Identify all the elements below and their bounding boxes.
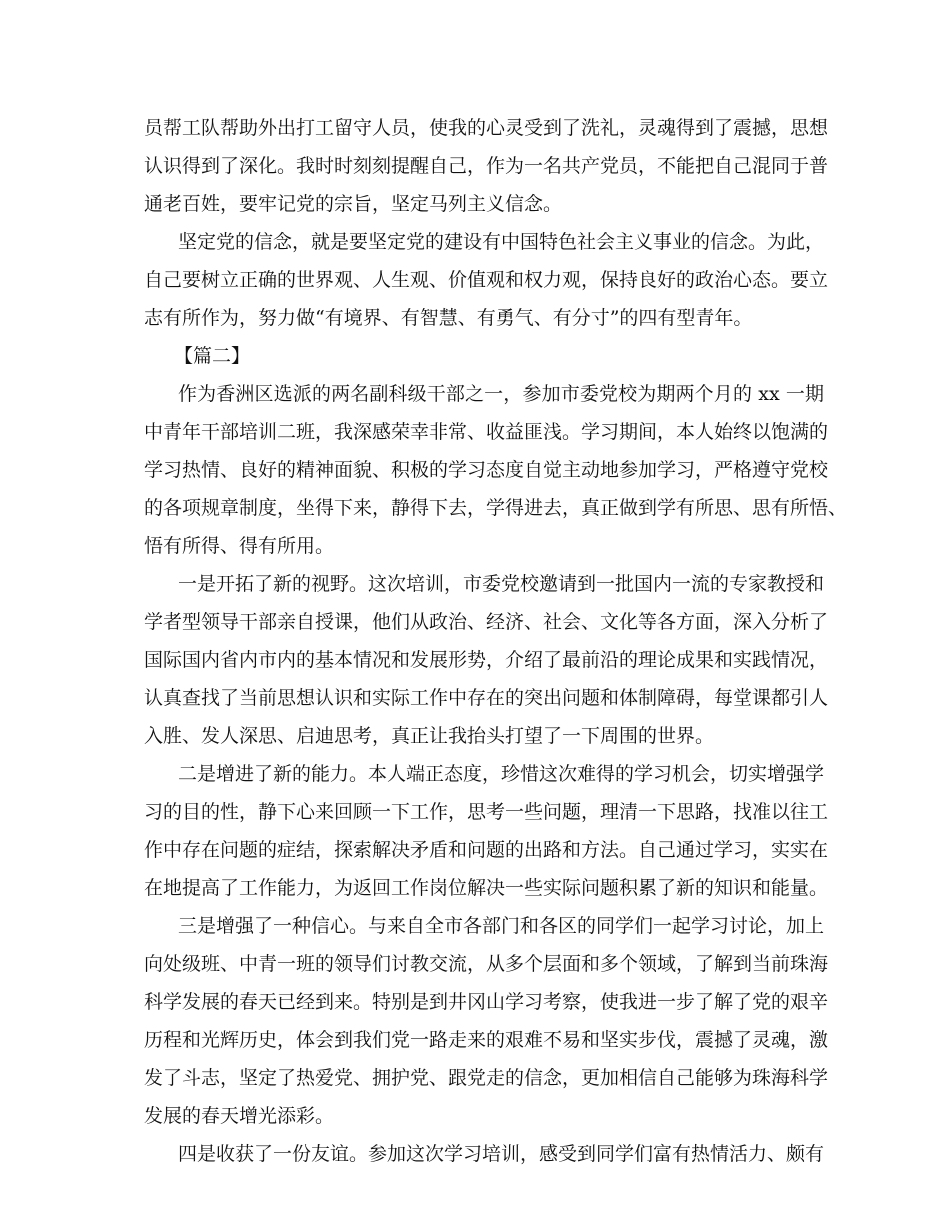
body-text-line: 学者型领导干部亲自授课，他们从政治、经济、社会、文化等各方面，深入分析了 (144, 611, 829, 633)
paragraph-first-line: 一是开拓了新的视野。这次培训，市委党校邀请到一批国内一流的专家教授和 (178, 573, 825, 595)
paragraph-first-line: 坚定党的信念，就是要坚定党的建设有中国特色社会主义事业的信念。为此， (178, 231, 825, 253)
body-text-line: 国际国内省内市内的基本情况和发展形势，介绍了最前沿的理论成果和实践情况， (144, 649, 829, 671)
body-text-line: 的各项规章制度，坐得下来，静得下去，学得进去，真正做到学有所思、思有所悟、 (144, 497, 848, 519)
body-text-line: 志有所作为，努力做“有境界、有智慧、有勇气、有分寸”的四有型青年。 (144, 307, 753, 329)
paragraph-first-line: 三是增强了一种信心。与来自全市各部门和各区的同学们一起学习讨论，加上 (178, 915, 825, 937)
body-text-line: 自己要树立正确的世界观、人生观、价值观和权力观，保持良好的政治心态。要立 (144, 269, 829, 291)
body-text-line: 学习热情、良好的精神面貌、积极的学习态度自觉主动地参加学习，严格遵守党校 (144, 459, 829, 481)
body-text-line: 在地提高了工作能力，为返回工作岗位解决一些实际问题积累了新的知识和能量。 (144, 877, 829, 899)
body-text-line: 员帮工队帮助外出打工留守人员，使我的心灵受到了洗礼，灵魂得到了震撼，思想 (144, 117, 829, 139)
paragraph-first-line: 四是收获了一份友谊。参加这次学习培训，感受到同学们富有热情活力、颇有 (178, 1143, 825, 1165)
paragraph-first-line: 二是增进了新的能力。本人端正态度，珍惜这次难得的学习机会，切实增强学 (178, 763, 825, 785)
body-text-line: 认识得到了深化。我时时刻刻提醒自己，作为一名共产党员，不能把自己混同于普 (144, 155, 829, 177)
paragraph-first-line: 作为香洲区选派的两名副科级干部之一，参加市委党校为期两个月的 xx 一期 (178, 383, 824, 405)
body-text-line: 悟有所得、得有所用。 (144, 535, 335, 557)
body-text-line: 作中存在问题的症结，探索解决矛盾和问题的出路和方法。自己通过学习，实实在 (144, 839, 829, 861)
body-text-line: 发展的春天增光添彩。 (144, 1105, 335, 1127)
body-text-line: 习的目的性，静下心来回顾一下工作，思考一些问题，理清一下思路，找准以往工 (144, 801, 829, 823)
body-text-line: 向处级班、中青一班的领导们讨教交流，从多个层面和多个领域，了解到当前珠海 (144, 953, 829, 975)
body-text-line: 发了斗志，坚定了热爱党、拥护党、跟党走的信念，更加相信自己能够为珠海科学 (144, 1067, 829, 1089)
body-text-line: 中青年干部培训二班，我深感荣幸非常、收益匪浅。学习期间，本人始终以饱满的 (144, 421, 829, 443)
body-text-line: 历程和光辉历史，体会到我们党一路走来的艰难不易和坚实步伐，震撼了灵魂，激 (144, 1029, 829, 1051)
body-text-line: 入胜、发人深思、启迪思考，真正让我抬头打望了一下周围的世界。 (144, 725, 715, 747)
body-text-line: 认真查找了当前思想认识和实际工作中存在的突出问题和体制障碍，每堂课都引人 (144, 687, 829, 709)
body-text-line: 通老百姓，要牢记党的宗旨，坚定马列主义信念。 (144, 193, 563, 215)
body-text-line: 科学发展的春天已经到来。特别是到井冈山学习考察，使我进一步了解了党的艰辛 (144, 991, 829, 1013)
section-heading: 【篇二】 (174, 345, 251, 367)
